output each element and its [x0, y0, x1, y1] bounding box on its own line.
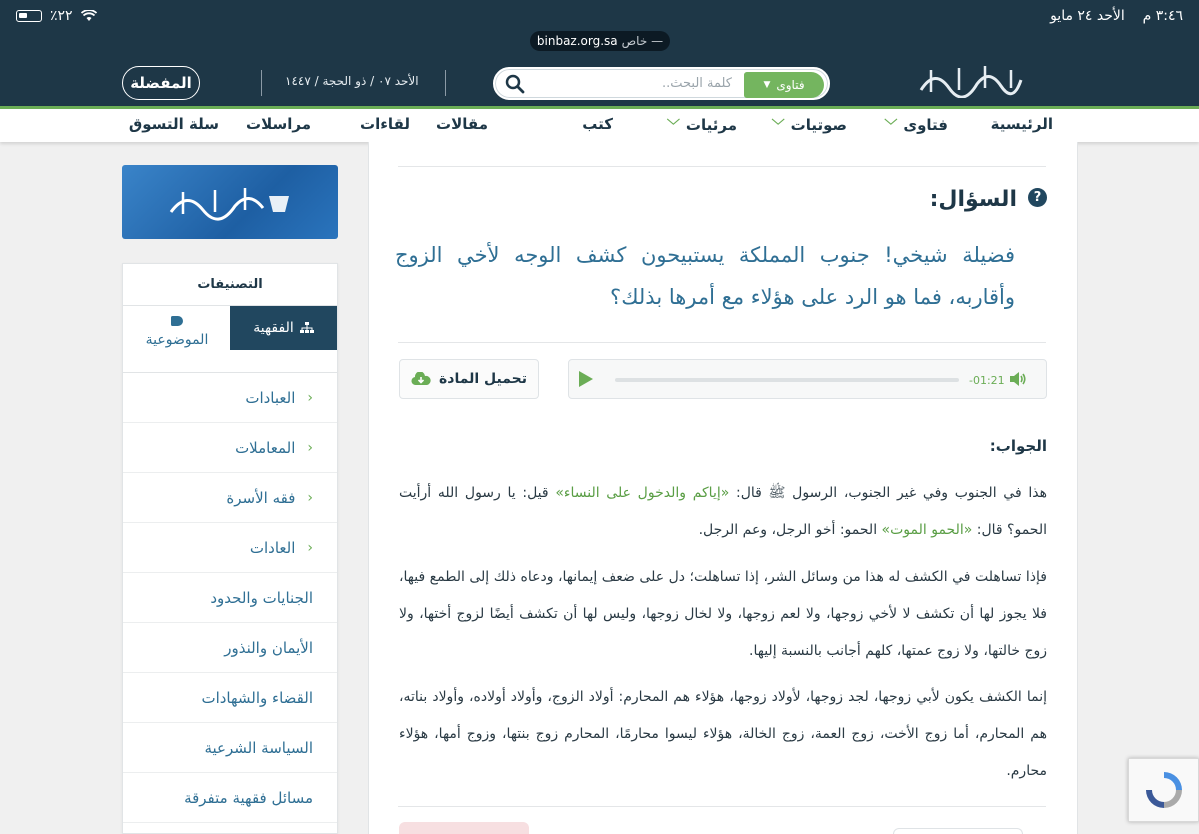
audio-progress-bar[interactable]	[615, 378, 959, 382]
search-category-select[interactable]	[744, 72, 824, 98]
divider	[398, 342, 1046, 343]
status-date: الأحد ٢٤ مايو	[1050, 8, 1125, 24]
answer-paragraph: فإذا تساهلت في الكشف له هذا من وسائل الشر، إذا تساهلت؛ دل على ضعف إيمانها، ودعاه ذلك إلى الطمع فيها، فلا يجوز لها أن تكشف لا لأخي زوجها، ولا لعم زوجها، ولا لخال زوجها، وليس لها أن تكشف أيضًا لزوج أختها، ولا زوج خالتها، ولا زوج عمتها، كلهم أجانب بالنسبة إليها.	[399, 569, 1047, 659]
battery-level: ٪٢٢	[50, 8, 73, 24]
battery-icon	[16, 10, 42, 22]
address-bar[interactable]	[530, 31, 670, 51]
nav-item-audio[interactable]	[772, 115, 847, 134]
category-item[interactable]	[123, 523, 337, 573]
category-item[interactable]	[123, 423, 337, 473]
site-header	[0, 0, 1199, 106]
chevron-left-icon: ‹	[307, 389, 313, 406]
answer-paragraph: إنما الكشف يكون لأبي زوجها، لجد زوجها، لأولاد زوجها، هؤلاء هم المحارم: أولاد الزوج، وأولاد أولاده، وأولاد بناته، هم المحارم، أما زوج الأخت، زوج العمة، زوج الخالة، هؤلاء ليسوا محارمًا، المحارم زوج بنتها، وزوج أمها، هؤلاء محارم.	[399, 689, 1047, 779]
nav-item-cart[interactable]	[129, 115, 219, 133]
search-bar	[493, 67, 830, 100]
caret-down-icon: ▼	[763, 80, 771, 90]
categories-tabs	[123, 306, 337, 373]
status-bar-left	[16, 8, 97, 24]
divider	[398, 166, 1046, 167]
answer-text: قيل: يا رسول الله أرأيت الحمو؟ قال:	[399, 485, 1047, 538]
banner-logo-icon	[165, 182, 295, 222]
nav-label: مرئيات	[685, 115, 737, 134]
favorites-button[interactable]: المفضلة	[122, 66, 200, 100]
category-label: الأيمان والنذور	[224, 638, 313, 657]
category-label: القضاء والشهادات	[201, 688, 313, 707]
recaptcha-badge[interactable]	[1128, 758, 1199, 822]
search-input[interactable]: كلمة البحث..	[661, 76, 732, 91]
category-item[interactable]	[123, 573, 337, 623]
category-item[interactable]	[123, 623, 337, 673]
header-divider	[445, 70, 446, 96]
nav-label: الرئيسية	[990, 115, 1053, 133]
url-text: binbaz.org.sa	[536, 34, 618, 48]
category-label: السياسة الشرعية	[204, 738, 313, 757]
chevron-left-icon: ‹	[307, 539, 313, 556]
action-button[interactable]	[893, 828, 1023, 834]
chevron-left-icon: ‹	[307, 439, 313, 456]
cloud-download-icon	[411, 372, 431, 386]
tab-fiqh-label: الفقهية	[253, 320, 294, 336]
category-item[interactable]	[123, 723, 337, 773]
wifi-icon	[81, 10, 97, 22]
answer-text: الحمو: أخو الرجل، وعم الرجل.	[698, 522, 882, 538]
nav-item-correspondence[interactable]	[246, 115, 311, 133]
hijri-date: الأحد ٠٧ / ذو الحجة / ١٤٤٧	[285, 74, 419, 88]
question-icon: ?	[1028, 188, 1047, 207]
nav-item-home[interactable]	[991, 115, 1053, 133]
recaptcha-icon	[1142, 768, 1186, 812]
category-item[interactable]	[123, 773, 337, 823]
hadith-quote: «الحمو الموت»	[881, 522, 973, 538]
chevron-down-icon: ﹀	[771, 119, 785, 134]
volume-icon[interactable]	[1009, 371, 1027, 387]
nav-label: مقالات	[436, 115, 488, 133]
category-label: مسائل فقهية متفرقة	[184, 788, 313, 807]
nav-item-meetings[interactable]	[360, 115, 410, 133]
categories-title: التصنيفات	[123, 264, 337, 306]
status-time: ٣:٤٦ م	[1142, 8, 1183, 24]
sidebar-banner[interactable]	[122, 165, 338, 239]
nav-item-books[interactable]	[582, 115, 613, 133]
hadith-quote: «إياكم والدخول على النساء»	[555, 485, 730, 501]
audio-time: -01:21	[969, 374, 1005, 387]
nav-label: صوتيات	[790, 115, 847, 134]
download-button[interactable]	[399, 359, 539, 399]
chevron-down-icon: ﹀	[666, 119, 680, 134]
nav-label: لقاءات	[360, 115, 410, 133]
nav-label: مراسلات	[246, 115, 311, 133]
question-label: السؤال:	[929, 187, 1017, 212]
answer-paragraph	[399, 475, 1047, 549]
category-label: الجنايات والحدود	[210, 588, 313, 607]
divider	[398, 806, 1046, 807]
play-icon[interactable]	[579, 371, 593, 387]
audio-player	[568, 359, 1047, 399]
answer-text: هذا في الجنوب وفي غير الجنوب، الرسول ﷺ قال:	[729, 485, 1047, 501]
tag-icon	[171, 316, 183, 326]
private-mode-label: خاص —	[621, 34, 664, 48]
categories-panel	[122, 263, 338, 834]
category-label: فقه الأسرة	[226, 488, 296, 507]
logo-calligraphy-icon	[915, 62, 1025, 98]
nav-label: سلة التسوق	[128, 115, 219, 133]
category-item[interactable]	[123, 373, 337, 423]
search-icon[interactable]	[505, 74, 525, 94]
category-item[interactable]	[123, 473, 337, 523]
chevron-left-icon: ‹	[307, 489, 313, 506]
nav-label: كتب	[582, 115, 613, 133]
question-text: فضيلة شيخي! جنوب المملكة يستبيحون كشف الوجه لأخي الزوج وأقاربه، فما هو الرد على هؤلاء مع أمرها بذلك؟	[395, 243, 1015, 309]
chevron-down-icon: ﹀	[884, 119, 898, 134]
tab-fiqh[interactable]	[230, 306, 337, 350]
nav-item-fatwas[interactable]	[884, 115, 948, 134]
main-nav	[0, 106, 1199, 142]
category-label: العبادات	[245, 388, 296, 407]
nav-item-articles[interactable]	[436, 115, 488, 133]
site-logo[interactable]	[910, 60, 1030, 100]
category-item[interactable]	[123, 673, 337, 723]
tab-thematic[interactable]	[123, 316, 231, 348]
download-label: تحميل المادة	[439, 371, 527, 387]
header-divider	[261, 70, 262, 96]
status-bar-right	[1050, 8, 1183, 24]
sitemap-icon	[300, 322, 314, 334]
nav-label: فتاوى	[903, 115, 948, 134]
answer-label: الجواب:	[989, 437, 1047, 455]
category-label: العادات	[249, 538, 296, 557]
tab-thematic-label: الموضوعية	[145, 332, 209, 348]
search-category-label: فتاوى	[776, 78, 805, 92]
action-button[interactable]	[399, 822, 529, 834]
nav-item-videos[interactable]	[667, 115, 737, 134]
category-label: المعاملات	[235, 438, 296, 457]
